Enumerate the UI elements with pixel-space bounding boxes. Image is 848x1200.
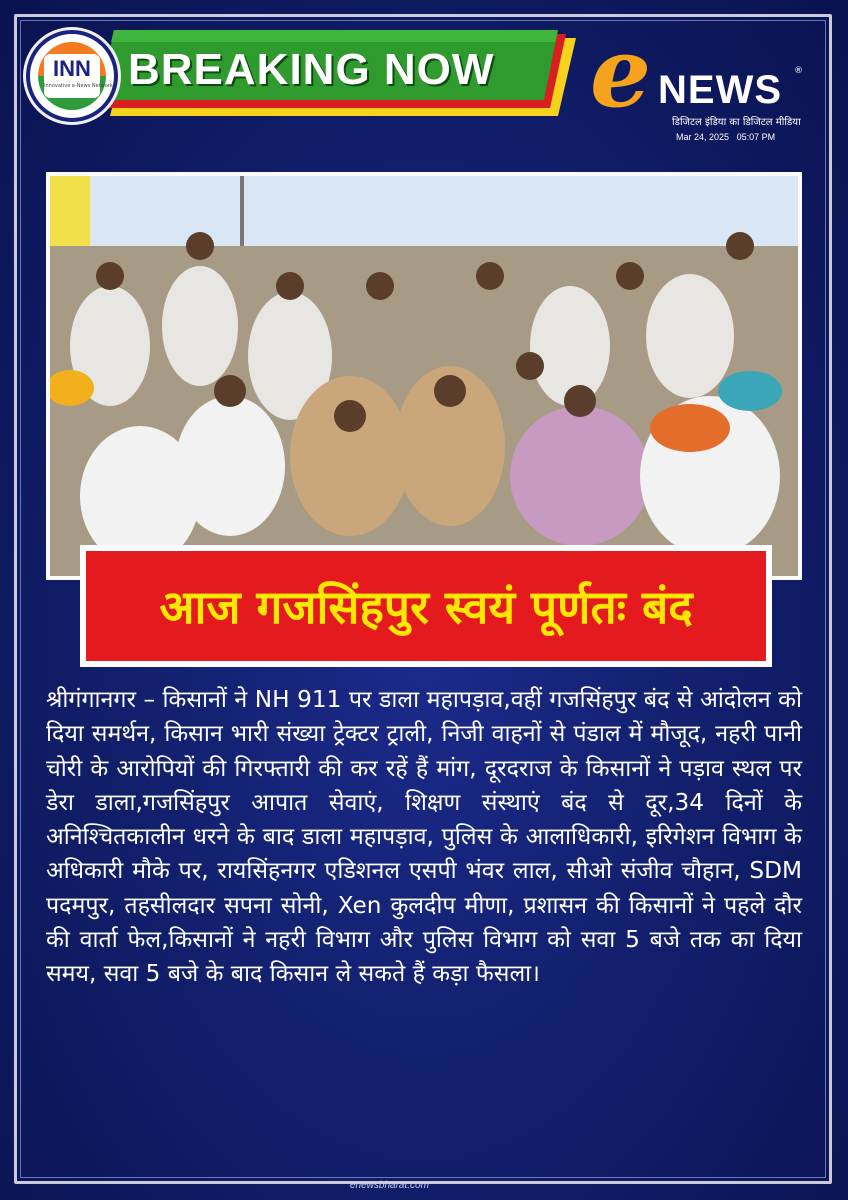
breaking-now-label: BREAKING NOW [128,45,495,94]
enews-logo-word: NEWS [658,68,782,112]
inn-logo-tagline: Innovative e-News Network [44,83,113,89]
logo-center [44,54,113,98]
registered-mark: ® [794,66,803,76]
headline-text: आज गजसिंहपुर स्वयं पूर्णतः बंद [159,580,693,634]
enews-logo-e: e [590,16,652,129]
photo-crowd-scene [50,176,798,576]
article-body: श्रीगंगानगर – किसानों ने NH 911 पर डाला महापड़ाव,वहीं गजसिंहपुर बंद से आंदोलन को दिया समर्थन, किसान भारी संख्या ट्रेक्टर ट्राली, निजी वाहनों से पंडाल में मौजूद, नहरी पानी चोरी के आरोपियों की गिरफ्तारी की कर रहें हैं मांग, दूरदराज के किसानों ने पड़ाव स्थल पर डेरा डाला,गजसिंहपुर आपात सेवाएं, शिक्षण संस्थाएं बंद से दूर,34 दिनों के अनिश्चितकालीन धरने के बाद डाला महापड़ाव, पुलिस के आलाधिकारी, इरिगेशन विभाग के अधिकारी मौके पर, रायसिंहनगर एडिशनल एसपी भंवर लाल, सीओ संजीव चौहान, SDM पदमपुर, तहसीलदार सपना सोनी, Xen कुलदीप मीणा, प्रशासन की किसानों ने पहले दौर की वार्ता फेल,किसानों ने नहरी विभाग और पुलिस विभाग को सवा 5 बजे तक का दिया समय, सवा 5 बजे के बाद किसान ले सकते हैं कड़ा फैसला। [46,686,802,988]
brand-tagline: डिजिटल इंडिया का डिजिटल मीडिया [672,117,801,128]
headline-background [86,551,766,661]
footer-website[interactable]: enewsbharat.com [350,1180,429,1191]
crowd-illustration [50,176,798,576]
inn-logo-text: INN [53,56,91,81]
timestamp [676,132,775,142]
date-text: Mar 24, 2025 [676,132,730,142]
headline-banner [80,545,772,667]
inn-logo [26,30,118,122]
news-photo [46,172,802,580]
time-text: 05:07 PM [736,132,776,142]
